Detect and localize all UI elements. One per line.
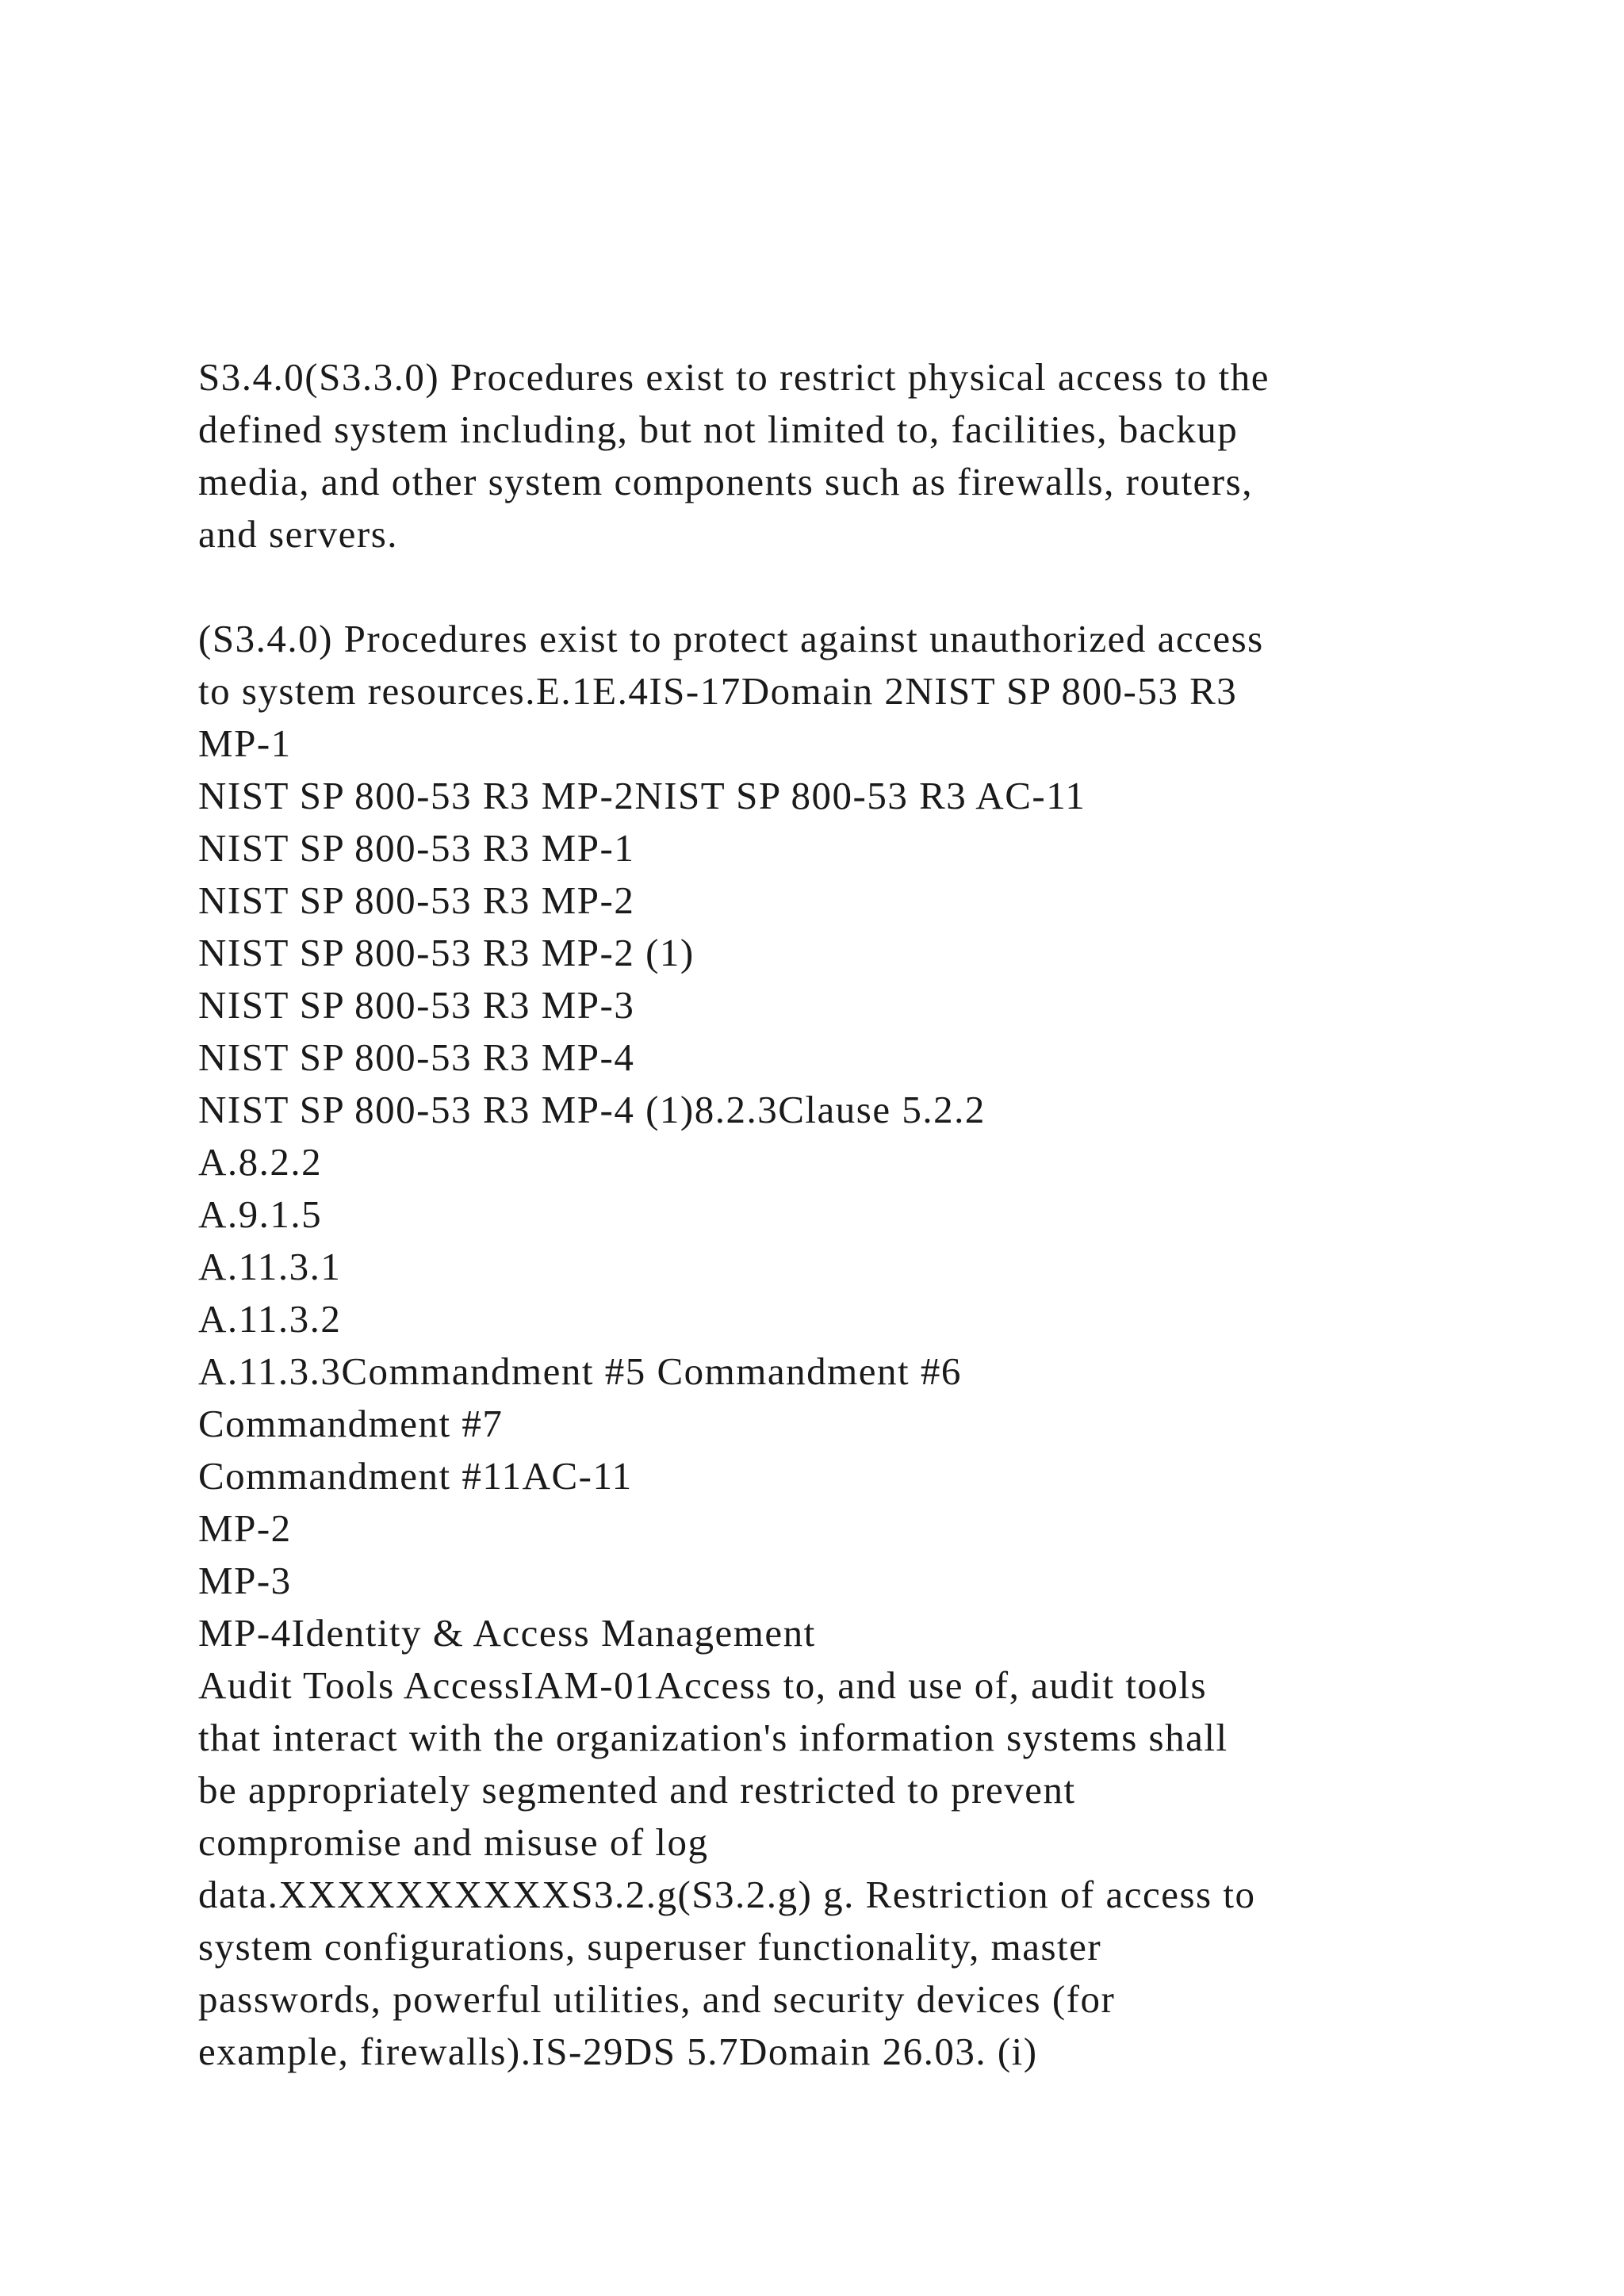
text-line: NIST SP 800-53 R3 MP-2 (1) bbox=[198, 931, 695, 974]
text-line: MP-1 bbox=[198, 721, 292, 765]
text-line: to system resources.E.1E.4IS-17Domain 2NIST SP 800-53 R3 bbox=[198, 669, 1238, 713]
text-line: example, firewalls).IS-29DS 5.7Domain 26.03. (i) bbox=[198, 2030, 1038, 2073]
text-line: A.11.3.1 bbox=[198, 1245, 342, 1288]
text-line: MP-3 bbox=[198, 1559, 292, 1602]
text-line: MP-4Identity & Access Management bbox=[198, 1611, 816, 1655]
text-line: be appropriately segmented and restricted to prevent bbox=[198, 1768, 1076, 1812]
text-line: S3.4.0(S3.3.0) Procedures exist to restrict physical access to the bbox=[198, 355, 1270, 399]
text-line: passwords, powerful utilities, and security devices (for bbox=[198, 1977, 1116, 2021]
text-line: Audit Tools AccessIAM-01Access to, and use of, audit tools bbox=[198, 1663, 1208, 1707]
text-line: compromise and misuse of log bbox=[198, 1820, 709, 1864]
text-line: data.XXXXXXXXXXS3.2.g(S3.2.g) g. Restriction of access to bbox=[198, 1873, 1256, 1916]
text-line: NIST SP 800-53 R3 MP-2 bbox=[198, 878, 635, 922]
text-line: A.8.2.2 bbox=[198, 1140, 323, 1184]
text-line: NIST SP 800-53 R3 MP-3 bbox=[198, 983, 635, 1027]
text-line: that interact with the organization's information systems shall bbox=[198, 1716, 1228, 1759]
text-line: and servers. bbox=[198, 512, 399, 556]
blank-line bbox=[198, 561, 1594, 613]
text-line: A.11.3.2 bbox=[198, 1297, 342, 1341]
text-line: defined system including, but not limited to, facilities, backup bbox=[198, 408, 1239, 451]
text-line: media, and other system components such as firewalls, routers, bbox=[198, 460, 1253, 503]
text-line: NIST SP 800-53 R3 MP-4 bbox=[198, 1035, 635, 1079]
text-line: (S3.4.0) Procedures exist to protect against unauthorized access bbox=[198, 617, 1264, 660]
text-line: system configurations, superuser functionality, master bbox=[198, 1925, 1102, 1969]
text-line: A.9.1.5 bbox=[198, 1192, 323, 1236]
text-line: Commandment #7 bbox=[198, 1402, 504, 1445]
text-line: NIST SP 800-53 R3 MP-1 bbox=[198, 826, 635, 870]
text-line: MP-2 bbox=[198, 1506, 292, 1550]
document-body bbox=[198, 351, 1594, 2078]
text-line: NIST SP 800-53 R3 MP-2NIST SP 800-53 R3 AC-11 bbox=[198, 774, 1086, 817]
text-line: A.11.3.3Commandment #5 Commandment #6 bbox=[198, 1349, 962, 1393]
text-line: Commandment #11AC-11 bbox=[198, 1454, 633, 1498]
text-line: NIST SP 800-53 R3 MP-4 (1)8.2.3Clause 5.2.2 bbox=[198, 1088, 986, 1131]
